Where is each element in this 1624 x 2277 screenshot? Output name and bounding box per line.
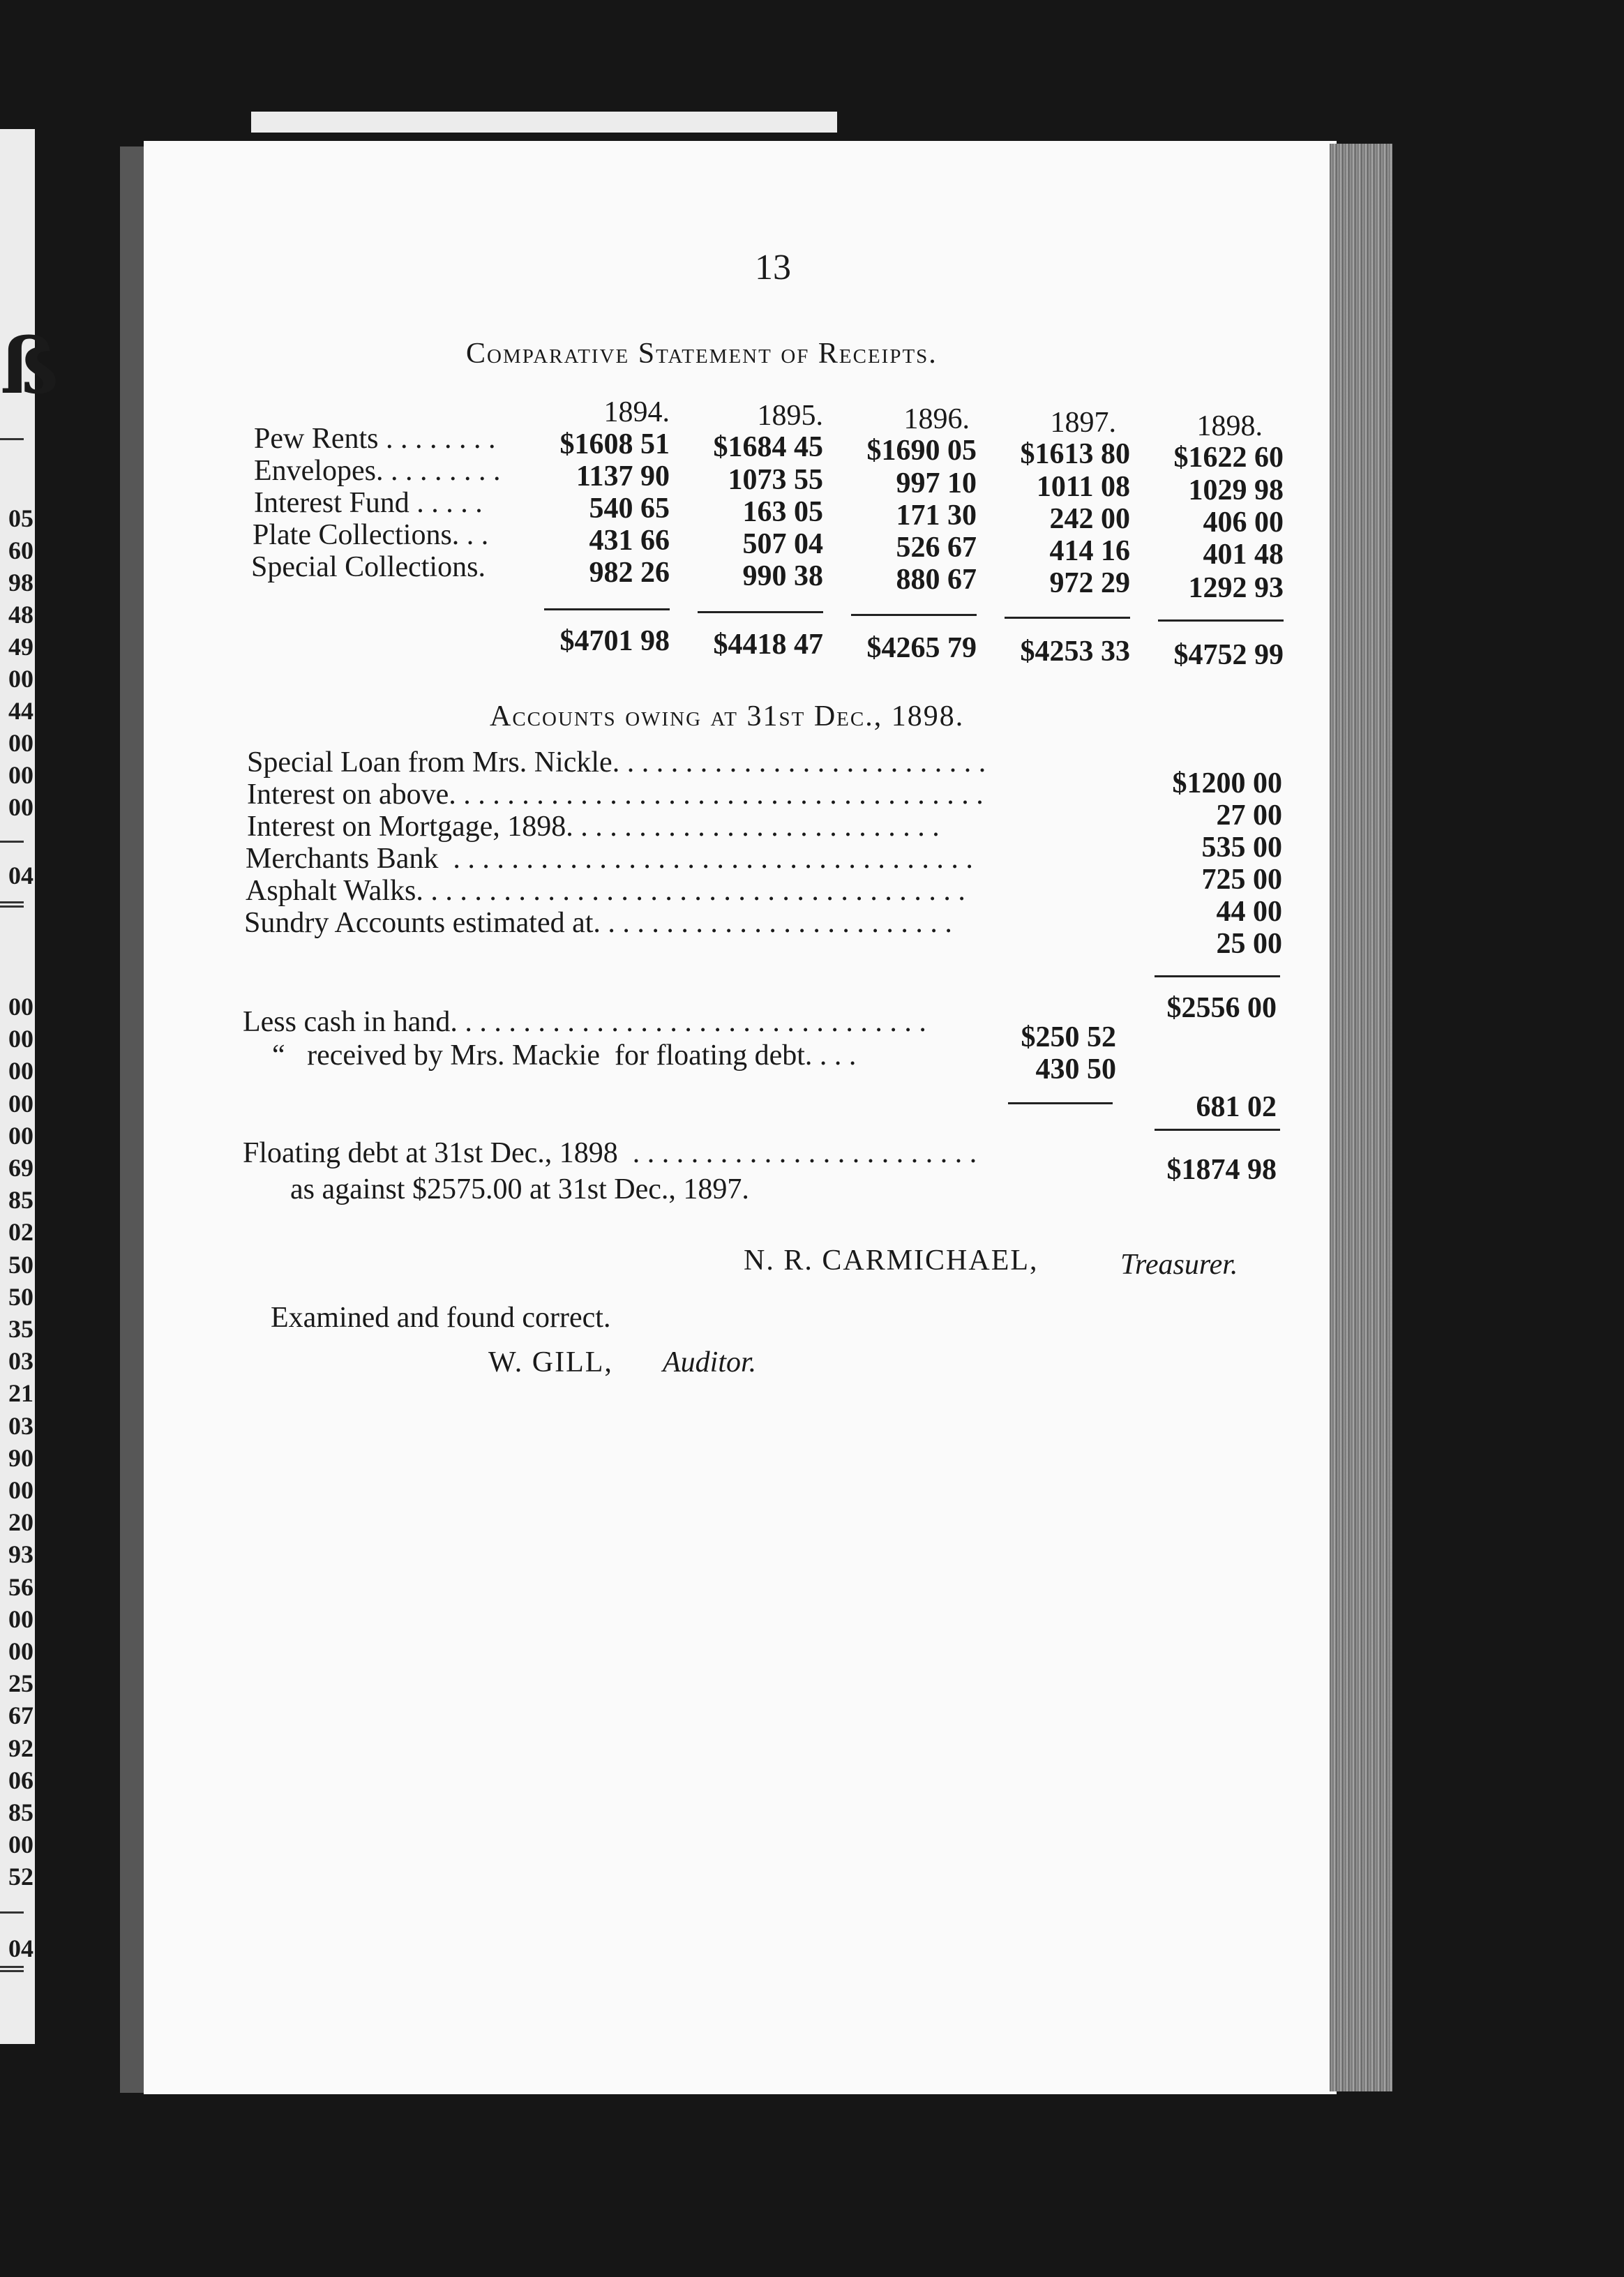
account-item-amount: 725 00 <box>1201 864 1282 896</box>
receipt-value: 1011 08 <box>1036 471 1130 503</box>
adjacent-page-number: 00 <box>8 793 33 821</box>
receipt-value: 401 48 <box>1203 539 1284 571</box>
less-cash-amount: $250 52 <box>1021 1021 1116 1053</box>
receipt-value: 1073 55 <box>728 464 823 496</box>
receipt-value: 990 38 <box>742 560 823 592</box>
account-item-label: Sundry Accounts estimated at. . . . . . . . . . . . . . . . . . . . . . . . . <box>244 907 952 939</box>
page-top-tab <box>251 112 837 133</box>
account-item-label: Interest on Mortgage, 1898. . . . . . . . . . . . . . . . . . . . . . . . . . <box>247 811 940 843</box>
receipt-total: $4701 98 <box>559 625 670 657</box>
treasurer-name: N. R. CARMICHAEL, <box>744 1245 1039 1277</box>
adjacent-page-rule <box>0 1970 24 1972</box>
adjacent-page-rule <box>0 841 24 843</box>
adjacent-page-number: 50 <box>8 1282 33 1311</box>
total-rule <box>1158 619 1284 622</box>
total-rule <box>698 611 823 613</box>
adjacent-page-number: 21 <box>8 1379 33 1408</box>
adjacent-page-number: 69 <box>8 1154 33 1182</box>
total-rule <box>544 608 670 610</box>
receipt-value: 163 05 <box>742 496 823 528</box>
adjacent-page-rule <box>0 438 24 440</box>
less-cash-label: Less cash in hand. . . . . . . . . . . . . . . . . . . . . . . . . . . . . . . . . <box>243 1006 926 1038</box>
adjacent-page-number: 85 <box>8 1186 33 1215</box>
adjacent-page-number: 02 <box>8 1218 33 1247</box>
receipt-value: 171 30 <box>896 499 977 532</box>
adjacent-page-number: 00 <box>8 1089 33 1118</box>
receipt-value: 1292 93 <box>1188 572 1284 604</box>
receipt-value: $1622 60 <box>1173 442 1284 474</box>
page-number: 13 <box>755 248 791 287</box>
adjacent-page-number: 00 <box>8 729 33 757</box>
deduction-total: 681 02 <box>1196 1091 1277 1123</box>
receipt-value: 997 10 <box>896 467 977 499</box>
account-item-amount: 535 00 <box>1201 832 1282 864</box>
received-label: “ received by Mrs. Mackie for floating debt. . . . <box>272 1039 857 1072</box>
adjacent-page-number: 90 <box>8 1443 33 1472</box>
receipt-total: $4752 99 <box>1173 639 1284 671</box>
total-rule <box>851 614 977 616</box>
adjacent-page-number: 25 <box>8 1669 33 1698</box>
receipt-value: 414 16 <box>1049 535 1130 567</box>
adjacent-page-number: 85 <box>8 1798 33 1826</box>
year-1895: 1895. <box>757 400 823 432</box>
account-item-amount: 44 00 <box>1216 896 1282 928</box>
deduction-rule <box>1008 1102 1113 1104</box>
adjacent-page-number: 00 <box>8 1057 33 1085</box>
adjacent-page-number: 00 <box>8 1121 33 1150</box>
floating-debt-label: Floating debt at 31st Dec., 1898 . . . . . . . . . . . . . . . . . . . . . . . . <box>243 1137 977 1169</box>
account-item-label: Merchants Bank . . . . . . . . . . . . . . . . . . . . . . . . . . . . . . . . . . . . <box>246 843 973 875</box>
adjacent-page-number: 35 <box>8 1315 33 1343</box>
receipt-value: 540 65 <box>589 493 670 525</box>
adjacent-page-number: 20 <box>8 1508 33 1537</box>
receipt-row-label: Special Collections. <box>251 551 486 583</box>
floating-rule <box>1155 1129 1280 1131</box>
page-fore-edge <box>1330 144 1392 2091</box>
receipt-value: 526 67 <box>896 532 977 564</box>
receipt-value: $1613 80 <box>1020 438 1130 470</box>
total-rule <box>1005 617 1130 619</box>
account-item-amount: 25 00 <box>1216 928 1282 960</box>
adjacent-page-rule <box>0 905 24 908</box>
adjacent-page-number: 92 <box>8 1734 33 1762</box>
auditor-name: W. GILL, <box>488 1346 613 1378</box>
adjacent-page-number: 49 <box>8 633 33 661</box>
adjacent-page-number: 44 <box>8 697 33 725</box>
account-item-label: Asphalt Walks. . . . . . . . . . . . . . . . . . . . . . . . . . . . . . . . . . . . . . <box>246 875 965 907</box>
receipt-value: $1608 51 <box>559 428 670 460</box>
treasurer-title: Treasurer. <box>1120 1249 1238 1281</box>
receipt-value: 242 00 <box>1049 503 1130 535</box>
account-item-label: Special Loan from Mrs. Nickle. . . . . . . . . . . . . . . . . . . . . . . . . . <box>247 746 986 779</box>
receipt-value: 406 00 <box>1203 506 1284 539</box>
year-1897: 1897. <box>1050 407 1116 439</box>
adjacent-page-rule <box>0 1966 24 1968</box>
account-item-label: Interest on above. . . . . . . . . . . . . . . . . . . . . . . . . . . . . . . . . . . . . <box>247 779 984 811</box>
receipt-row-label: Envelopes. . . . . . . . . <box>254 455 501 487</box>
received-amount: 430 50 <box>1035 1053 1116 1085</box>
adjacent-page-number: 00 <box>8 1476 33 1504</box>
adjacent-page-number: 00 <box>8 1605 33 1633</box>
floating-debt-amount: $1874 98 <box>1166 1154 1277 1186</box>
adjacent-page-number: 67 <box>8 1701 33 1730</box>
adjacent-page-number: 93 <box>8 1540 33 1569</box>
receipt-value: 972 29 <box>1049 567 1130 599</box>
subtotal-rule <box>1155 975 1280 977</box>
receipt-row-label: Interest Fund . . . . . <box>254 487 483 519</box>
receipt-value: 880 67 <box>896 564 977 596</box>
receipt-value: $1684 45 <box>713 431 823 463</box>
year-1894: 1894. <box>603 396 670 428</box>
adjacent-page-number: 06 <box>8 1766 33 1794</box>
adjacent-page-letter-fragment: ß <box>0 321 59 411</box>
adjacent-page-number: 48 <box>8 601 33 629</box>
adjacent-page-number: 60 <box>8 536 33 564</box>
receipt-value: 431 66 <box>589 525 670 557</box>
adjacent-page-rule <box>0 901 24 903</box>
audit-note: Examined and found correct. <box>271 1302 611 1334</box>
account-item-amount: 27 00 <box>1216 799 1282 832</box>
adjacent-page-number: 00 <box>8 665 33 693</box>
adjacent-page-number: 00 <box>8 761 33 789</box>
receipt-row-label: Plate Collections. . . <box>253 519 489 551</box>
receipt-total: $4265 79 <box>866 632 977 664</box>
adjacent-page-number: 98 <box>8 569 33 596</box>
receipt-total: $4418 47 <box>713 629 823 661</box>
accounts-heading: Accounts owing at 31st Dec., 1898. <box>490 700 965 732</box>
adjacent-page-number: 00 <box>8 1831 33 1859</box>
adjacent-page-number: 00 <box>8 1025 33 1053</box>
accounts-subtotal: $2556 00 <box>1166 992 1277 1024</box>
adjacent-page-number: 00 <box>8 1637 33 1665</box>
receipt-value: 507 04 <box>742 528 823 560</box>
adjacent-page-number: 03 <box>8 1347 33 1376</box>
receipt-value: $1690 05 <box>866 435 977 467</box>
receipts-heading: Comparative Statement of Receipts. <box>466 338 938 370</box>
adjacent-page-number: 52 <box>8 1863 33 1891</box>
adjacent-page-number: 56 <box>8 1572 33 1601</box>
against-note: as against $2575.00 at 31st Dec., 1897. <box>290 1173 749 1205</box>
adjacent-page-number: 04 <box>8 1934 33 1962</box>
receipt-value: 1029 98 <box>1188 474 1284 506</box>
adjacent-page-number: 00 <box>8 993 33 1021</box>
receipt-row-label: Pew Rents . . . . . . . . <box>254 423 496 455</box>
adjacent-page-rule <box>0 1911 24 1914</box>
receipt-total: $4253 33 <box>1020 636 1130 668</box>
adjacent-page-number: 50 <box>8 1250 33 1279</box>
adjacent-page-number: 03 <box>8 1411 33 1440</box>
year-1898: 1898. <box>1196 410 1263 442</box>
adjacent-page-number: 04 <box>8 862 33 889</box>
receipt-value: 982 26 <box>589 557 670 589</box>
receipt-value: 1137 90 <box>576 460 670 493</box>
auditor-title: Auditor. <box>663 1346 757 1378</box>
year-1896: 1896. <box>903 403 970 435</box>
adjacent-page-number: 05 <box>8 504 33 532</box>
account-item-amount: $1200 00 <box>1172 767 1282 799</box>
